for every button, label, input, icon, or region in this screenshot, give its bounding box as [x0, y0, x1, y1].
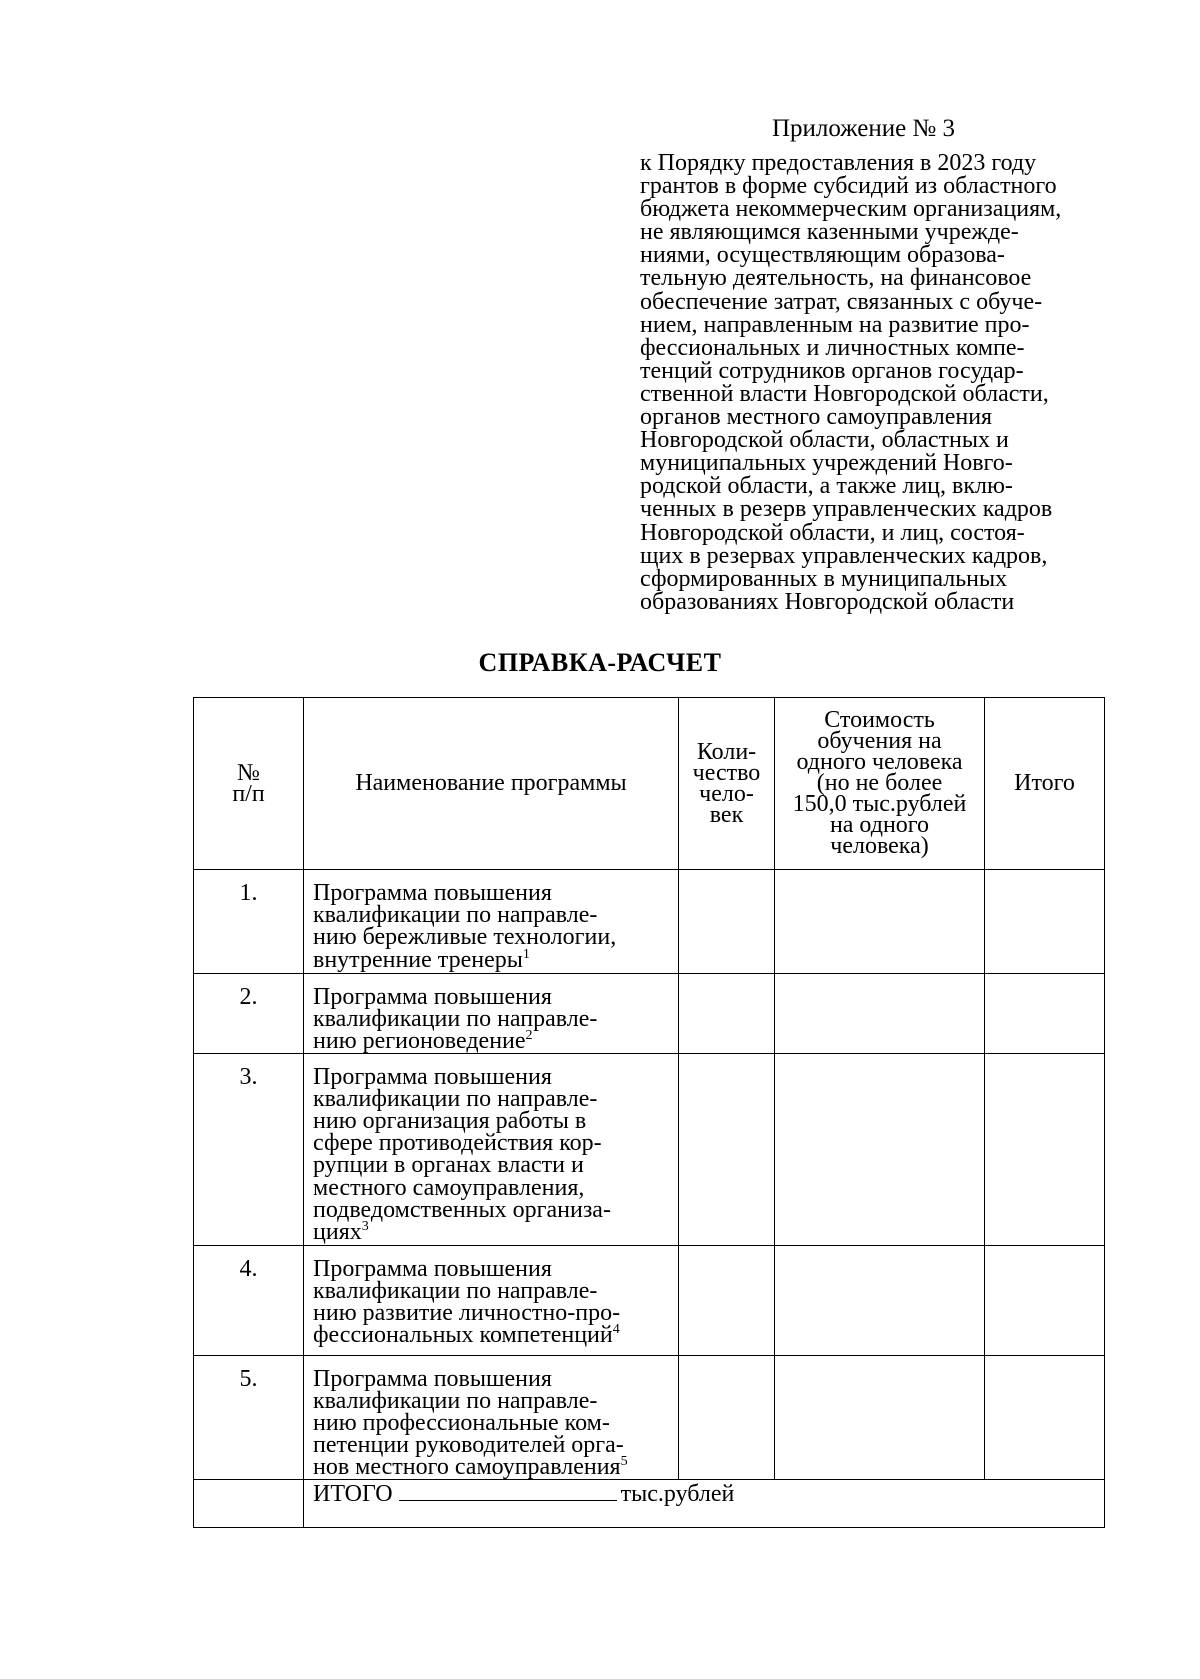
header-count-line: чество: [692, 759, 761, 786]
program-name-text: Программа повышения: [313, 1255, 552, 1282]
program-name-text: нию организация работы в: [313, 1108, 587, 1135]
program-name-line: [313, 1255, 674, 1282]
cost-cell: [775, 1355, 985, 1479]
footnote-mark: 5: [620, 1454, 628, 1470]
table-row: [194, 1245, 1105, 1355]
header-cost-line: 150,0 тыс.рублей: [792, 791, 967, 817]
appendix-line: фессиональных и личностных компе-: [640, 334, 1025, 361]
cost-cell: [775, 870, 985, 974]
appendix-line: обеспечение затрат, связанных с обуче-: [640, 288, 1043, 315]
table-header-row: [194, 698, 1105, 870]
appendix-line: ственной власти Новгородской области,: [640, 380, 1049, 407]
header-count-line: Коли-: [696, 738, 757, 765]
program-name-line: [313, 1174, 674, 1201]
cost-cell: [775, 974, 985, 1054]
program-name-text: квалификации по направле-: [313, 1387, 598, 1414]
count-cell: [679, 1245, 775, 1355]
header-cost-line: на одного: [829, 812, 930, 838]
calculation-table: [193, 697, 1105, 1528]
table-row: [194, 1053, 1105, 1245]
appendix-text: [640, 152, 1120, 614]
appendix-line: образованиях Новгородской области: [640, 588, 1015, 615]
header-num: [194, 698, 304, 870]
appendix-line: сформированных в муниципальных: [640, 565, 1008, 592]
header-num-sign: №: [237, 759, 260, 786]
program-name: [304, 1355, 679, 1479]
program-name-line: [313, 1387, 674, 1414]
program-name: [304, 870, 679, 974]
program-name-line: [313, 924, 674, 951]
program-name-line: [313, 1365, 674, 1392]
program-name-line: [313, 1108, 674, 1135]
appendix-line: к Порядку предоставления в 2023 году: [640, 150, 1037, 176]
program-name-text: нию регионоведение: [313, 1028, 526, 1055]
row-number: 4.: [194, 1245, 304, 1355]
program-name-text: Программа повышения: [313, 1365, 552, 1392]
header-cost: [775, 698, 985, 870]
program-name-text: циях: [313, 1219, 362, 1246]
program-name-line: [313, 1219, 674, 1246]
footnote-mark: 4: [612, 1322, 620, 1338]
program-name-line: [313, 1152, 674, 1179]
program-name-text: квалификации по направле-: [313, 902, 598, 929]
footnote-mark: 2: [525, 1028, 533, 1044]
header-count-line: чело-: [699, 780, 754, 807]
total-cell-empty: [985, 870, 1105, 974]
row-number: 2.: [194, 974, 304, 1054]
header-cost-line: человека): [830, 833, 929, 859]
count-cell: [679, 1355, 775, 1479]
appendix-line: тенций сотрудников органов государ-: [640, 357, 1024, 384]
program-name-text: Программа повышения: [313, 984, 552, 1010]
program-name: [304, 974, 679, 1054]
program-name-text: Программа повышения: [313, 880, 552, 906]
document-heading: СПРАВКА-РАСЧЕТ: [478, 648, 722, 677]
program-name-line: [313, 986, 674, 1008]
total-unit: тыс.рублей: [620, 1480, 735, 1507]
program-name-line: [313, 1277, 674, 1304]
program-name-line: [313, 1130, 674, 1157]
program-name-line: [313, 882, 674, 904]
header-cost-line: (но не более: [816, 770, 943, 796]
header-count: [679, 698, 775, 870]
count-cell: [679, 974, 775, 1054]
header-program: Наименование программы: [304, 698, 679, 870]
program-name-text: нию бережливые технологии,: [313, 924, 617, 951]
program-name-line: [313, 1006, 674, 1033]
program-name-line: [313, 1063, 674, 1090]
program-name-text: нию профессиональные ком-: [313, 1410, 610, 1437]
header-num-pp: п/п: [232, 780, 265, 807]
total-cell: [304, 1479, 1105, 1527]
appendix-line: муниципальных учреждений Новго-: [640, 450, 1013, 477]
appendix-line: родской области, а также лиц, вклю-: [640, 473, 1013, 500]
appendix-title: Приложение № 3: [772, 115, 956, 142]
table-row: [194, 1355, 1105, 1479]
header-cost-line: Стоимость: [824, 707, 935, 733]
program-name-line: [313, 1454, 674, 1481]
row-number: 3.: [194, 1053, 304, 1245]
appendix-line: тельную деятельность, на финансовое: [640, 265, 1032, 292]
program-name-text: рупции в органах власти и: [313, 1152, 584, 1179]
program-name-text: квалификации по направле-: [313, 1006, 598, 1033]
header-cost-line: одного человека: [796, 749, 963, 775]
program-name-line: [313, 1085, 674, 1112]
appendix-line: ченных в резерв управленческих кадров: [640, 496, 1053, 523]
program-name-text: сфере противодействия кор-: [313, 1130, 602, 1157]
program-name-text: внутренние тренеры: [313, 946, 523, 973]
cost-cell: [775, 1245, 985, 1355]
program-name-text: фессиональных компетенций: [313, 1322, 613, 1349]
row-number: 1.: [194, 870, 304, 974]
program-name-line: [313, 902, 674, 929]
program-name: [304, 1245, 679, 1355]
program-name-text: нию развитие личностно-про-: [313, 1300, 621, 1327]
header-total: Итого: [985, 698, 1105, 870]
table-row: [194, 974, 1105, 1054]
program-name-line: [313, 1410, 674, 1437]
total-cell-empty: [985, 1053, 1105, 1245]
footnote-mark: 3: [361, 1219, 369, 1235]
total-row: [194, 1479, 1105, 1527]
program-name-line: [313, 1322, 674, 1349]
program-name-line: [313, 1028, 674, 1055]
appendix-line: ниями, осуществляющим образова-: [640, 242, 1005, 269]
appendix-line: Новгородской области, областных и: [640, 427, 1009, 454]
total-cell-empty: [985, 1355, 1105, 1479]
total-cell-empty: [985, 974, 1105, 1054]
total-label: ИТОГО: [313, 1480, 393, 1507]
program-name-text: квалификации по направле-: [313, 1277, 598, 1304]
program-name-line: [313, 946, 674, 973]
appendix-line: органов местного самоуправления: [640, 404, 993, 431]
count-cell: [679, 870, 775, 974]
program-name-text: Программа повышения: [313, 1063, 552, 1090]
appendix-line: нием, направленным на развитие про-: [640, 311, 1030, 338]
table-row: [194, 870, 1105, 974]
program-name-line: [313, 1300, 674, 1327]
row-number: 5.: [194, 1355, 304, 1479]
appendix-line: Новгородской области, и лиц, состоя-: [640, 519, 1025, 546]
program-name-text: квалификации по направле-: [313, 1085, 598, 1112]
appendix-line: грантов в форме субсидий из областного: [640, 173, 1057, 200]
footnote-mark: 1: [522, 946, 530, 962]
header-count-line: век: [709, 801, 744, 828]
total-cell-empty: [985, 1245, 1105, 1355]
program-name-line: [313, 1432, 674, 1459]
program-name-text: местного самоуправления,: [313, 1174, 585, 1201]
program-name-text: нов местного самоуправления: [313, 1454, 621, 1481]
program-name-text: петенции руководителей орга-: [313, 1432, 624, 1459]
appendix-line: не являющимся казенными учрежде-: [640, 219, 1019, 246]
appendix-line: щих в резервах управленческих кадров,: [640, 542, 1048, 569]
count-cell: [679, 1053, 775, 1245]
appendix-line: бюджета некоммерческим организациям,: [640, 196, 1062, 223]
total-amount-blank: [399, 1480, 617, 1501]
cost-cell: [775, 1053, 985, 1245]
program-name-line: [313, 1196, 674, 1223]
program-name-text: подведомственных организа-: [313, 1196, 611, 1223]
program-name: [304, 1053, 679, 1245]
header-cost-line: обучения на: [817, 728, 942, 754]
total-num-cell: [194, 1479, 304, 1527]
